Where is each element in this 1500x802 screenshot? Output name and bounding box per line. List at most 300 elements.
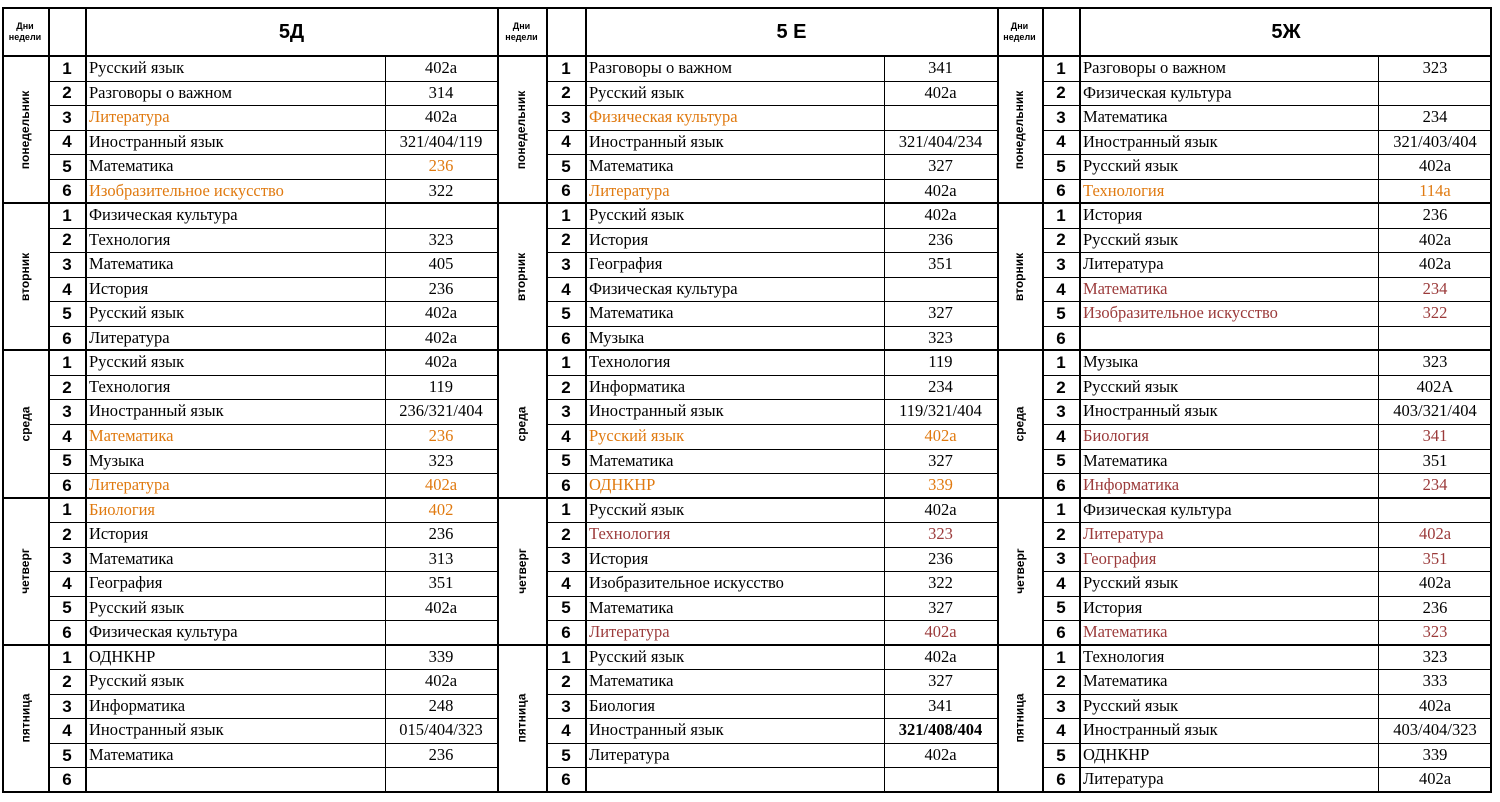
day-name: вторник bbox=[514, 252, 529, 301]
lesson-room: 323 bbox=[1422, 646, 1448, 666]
row-line bbox=[1042, 620, 1492, 621]
lesson-subject: Информатика bbox=[589, 376, 686, 396]
lesson-subject: Литература bbox=[89, 107, 170, 127]
lesson-subject: Иностранный язык bbox=[89, 131, 224, 151]
lesson-subject: История bbox=[589, 548, 649, 568]
lesson-room: 321/404/234 bbox=[898, 131, 983, 151]
lesson-room: 341 bbox=[928, 58, 953, 78]
lesson-number: 4 bbox=[62, 132, 72, 152]
lesson-subject: История bbox=[589, 229, 649, 249]
day-separator bbox=[2, 497, 497, 499]
lesson-room: 402а bbox=[1418, 524, 1452, 544]
day-label bbox=[2, 350, 48, 497]
lesson-room: 015/404/323 bbox=[399, 720, 483, 740]
row-line bbox=[48, 252, 497, 253]
lesson-subject: Русский язык bbox=[1083, 156, 1179, 176]
lesson-number: 2 bbox=[1056, 83, 1066, 103]
lesson-subject: Иностранный язык bbox=[1083, 131, 1218, 151]
lesson-room: 236 bbox=[428, 744, 454, 764]
day-separator bbox=[497, 349, 997, 351]
lesson-room: 341 bbox=[928, 695, 953, 715]
lesson-number: 4 bbox=[62, 279, 72, 299]
lesson-number: 6 bbox=[62, 770, 72, 790]
lesson-subject: Русский язык bbox=[89, 352, 185, 372]
lesson-room: 323 bbox=[928, 327, 953, 347]
row-line bbox=[546, 326, 997, 327]
lesson-subject bbox=[586, 767, 884, 792]
row-line bbox=[1042, 424, 1492, 425]
lesson-room: 327 bbox=[928, 303, 953, 323]
lesson-subject: Литература bbox=[589, 180, 670, 200]
lesson-room: 119 bbox=[428, 376, 454, 396]
lesson-subject: Математика bbox=[89, 744, 174, 764]
lesson-room: 402а bbox=[1418, 769, 1452, 789]
row-line bbox=[546, 375, 997, 376]
table-border bbox=[1490, 8, 1492, 792]
lesson-number: 1 bbox=[561, 205, 571, 225]
day-label bbox=[997, 56, 1042, 203]
lesson-number: 5 bbox=[561, 451, 571, 471]
lesson-room bbox=[1378, 81, 1492, 106]
lesson-subject: Литература bbox=[589, 622, 670, 642]
row-line bbox=[546, 547, 997, 548]
lesson-number: 5 bbox=[1056, 745, 1066, 765]
row-line bbox=[48, 718, 497, 719]
lesson-subject: Математика bbox=[589, 303, 674, 323]
row-line bbox=[48, 767, 497, 768]
days-header: Дни недели bbox=[505, 21, 538, 42]
lesson-number: 2 bbox=[561, 230, 571, 250]
row-line bbox=[48, 547, 497, 548]
row-line bbox=[1042, 399, 1492, 400]
lesson-number: 1 bbox=[62, 353, 72, 373]
lesson-number: 6 bbox=[1056, 475, 1066, 495]
row-line bbox=[546, 571, 997, 572]
lesson-number: 3 bbox=[561, 696, 571, 716]
row-line bbox=[48, 375, 497, 376]
lesson-room: 333 bbox=[1422, 671, 1448, 691]
lesson-room bbox=[884, 767, 997, 792]
lesson-subject: Математика bbox=[89, 548, 174, 568]
day-separator bbox=[2, 202, 497, 204]
lesson-number: 5 bbox=[62, 598, 72, 618]
lesson-number: 3 bbox=[62, 255, 72, 275]
lesson-number: 6 bbox=[62, 475, 72, 495]
day-name: вторник bbox=[18, 252, 33, 301]
lesson-number: 6 bbox=[561, 770, 571, 790]
lesson-number: 2 bbox=[1056, 524, 1066, 544]
day-name: вторник bbox=[1012, 252, 1027, 301]
lesson-subject: ОДНКНР bbox=[1083, 744, 1150, 764]
row-line bbox=[546, 718, 997, 719]
lesson-subject: Математика bbox=[1083, 450, 1168, 470]
row-line bbox=[48, 424, 497, 425]
lesson-subject: Русский язык bbox=[89, 58, 185, 78]
lesson-room bbox=[385, 767, 497, 792]
lesson-room: 236/321/404 bbox=[399, 401, 483, 421]
day-name: понедельник bbox=[1012, 90, 1027, 169]
lesson-room: 402а bbox=[424, 327, 458, 347]
lesson-room: 323 bbox=[1422, 352, 1448, 372]
row-line bbox=[546, 424, 997, 425]
row-line bbox=[1042, 669, 1492, 670]
lesson-subject: Русский язык bbox=[89, 597, 185, 617]
row-line bbox=[1042, 179, 1492, 180]
lesson-room: 234 bbox=[928, 376, 953, 396]
row-line bbox=[48, 473, 497, 474]
lesson-room: 234 bbox=[1422, 475, 1448, 495]
row-line bbox=[1042, 767, 1492, 768]
lesson-subject: Технология bbox=[89, 376, 171, 396]
lesson-subject: Математика bbox=[1083, 107, 1168, 127]
lesson-room bbox=[1378, 498, 1492, 523]
row-line bbox=[546, 130, 997, 131]
row-line bbox=[1042, 743, 1492, 744]
lesson-number: 1 bbox=[1056, 353, 1066, 373]
lesson-number: 5 bbox=[561, 156, 571, 176]
lesson-room: 236 bbox=[928, 229, 953, 249]
day-name: четверг bbox=[1012, 548, 1027, 594]
day-label bbox=[997, 645, 1042, 792]
lesson-room: 236 bbox=[428, 278, 454, 298]
lesson-room: 341 bbox=[1422, 426, 1448, 446]
lesson-number: 2 bbox=[62, 83, 72, 103]
lesson-room: 402а bbox=[424, 671, 458, 691]
row-line bbox=[48, 301, 497, 302]
lesson-number: 4 bbox=[561, 279, 571, 299]
days-header: Дни недели bbox=[1003, 21, 1036, 42]
row-line bbox=[546, 449, 997, 450]
row-line bbox=[1042, 694, 1492, 695]
lesson-number: 2 bbox=[62, 230, 72, 250]
lesson-number: 6 bbox=[561, 328, 571, 348]
lesson-room: 402а bbox=[424, 597, 458, 617]
lesson-number: 2 bbox=[561, 672, 571, 692]
lesson-room: 402а bbox=[424, 303, 458, 323]
lesson-number: 6 bbox=[561, 475, 571, 495]
row-line bbox=[48, 449, 497, 450]
lesson-number: 5 bbox=[561, 598, 571, 618]
day-label bbox=[997, 350, 1042, 497]
lesson-room: 402а bbox=[424, 352, 458, 372]
lesson-number: 1 bbox=[1056, 500, 1066, 520]
lesson-room: 236 bbox=[428, 524, 454, 544]
header-separator bbox=[2, 55, 1492, 57]
lesson-subject: Музыка bbox=[589, 327, 645, 347]
day-separator bbox=[497, 497, 997, 499]
lesson-room: 322 bbox=[1422, 303, 1448, 323]
lesson-subject: Русский язык bbox=[1083, 376, 1179, 396]
lesson-room bbox=[385, 203, 497, 228]
lesson-number: 2 bbox=[561, 524, 571, 544]
lesson-subject: Литература bbox=[89, 327, 170, 347]
row-line bbox=[1042, 547, 1492, 548]
row-line bbox=[1042, 154, 1492, 155]
lesson-subject: Иностранный язык bbox=[89, 401, 224, 421]
lesson-room: 402а bbox=[924, 622, 957, 642]
lesson-room: 339 bbox=[428, 646, 454, 666]
lesson-subject: Иностранный язык bbox=[589, 401, 724, 421]
lesson-number: 1 bbox=[62, 500, 72, 520]
grid-line bbox=[997, 8, 999, 792]
lesson-room: 402 bbox=[428, 499, 454, 519]
lesson-room: 339 bbox=[1422, 744, 1448, 764]
lesson-number: 5 bbox=[1056, 451, 1066, 471]
lesson-subject: Биология bbox=[1083, 426, 1150, 446]
lesson-subject bbox=[1080, 326, 1378, 351]
day-separator bbox=[2, 349, 497, 351]
day-separator bbox=[997, 497, 1492, 499]
lesson-room: 402а bbox=[424, 475, 458, 495]
lesson-subject bbox=[86, 767, 385, 792]
lesson-number: 3 bbox=[561, 107, 571, 127]
row-line bbox=[546, 105, 997, 106]
lesson-subject: Иностранный язык bbox=[89, 720, 224, 740]
lesson-number: 5 bbox=[561, 304, 571, 324]
lesson-number: 3 bbox=[62, 696, 72, 716]
row-line bbox=[48, 522, 497, 523]
lesson-subject: Литература bbox=[1083, 769, 1164, 789]
lesson-room: 236 bbox=[428, 156, 454, 176]
day-name: четверг bbox=[18, 548, 32, 594]
lesson-number: 4 bbox=[561, 132, 571, 152]
lesson-subject: Русский язык bbox=[589, 646, 685, 666]
lesson-room: 327 bbox=[928, 597, 953, 617]
lesson-subject: Иностранный язык bbox=[1083, 720, 1218, 740]
lesson-subject: Русский язык bbox=[1083, 695, 1179, 715]
day-label bbox=[497, 645, 546, 792]
lesson-subject: История bbox=[89, 278, 149, 298]
day-label bbox=[2, 203, 48, 350]
lesson-subject: Иностранный язык bbox=[589, 720, 724, 740]
day-label bbox=[497, 498, 546, 645]
day-name: понедельник bbox=[514, 90, 529, 169]
day-label bbox=[2, 56, 48, 203]
lesson-subject: Русский язык bbox=[1083, 573, 1179, 593]
table-border bbox=[2, 7, 1492, 9]
lesson-subject: ОДНКНР bbox=[89, 646, 156, 666]
lesson-room: 323 bbox=[1422, 58, 1448, 78]
lesson-number: 3 bbox=[62, 402, 72, 422]
lesson-subject: Информатика bbox=[89, 695, 186, 715]
day-name: пятница bbox=[18, 693, 33, 743]
lesson-room: 313 bbox=[428, 548, 454, 568]
lesson-subject: Математика bbox=[1083, 278, 1168, 298]
row-line bbox=[546, 252, 997, 253]
row-line bbox=[48, 571, 497, 572]
row-line bbox=[546, 154, 997, 155]
class-title: 5 Е bbox=[776, 21, 807, 43]
lesson-number: 5 bbox=[62, 451, 72, 471]
lesson-room: 322 bbox=[428, 180, 454, 200]
lesson-number: 2 bbox=[561, 83, 571, 103]
lesson-subject: Технология bbox=[589, 524, 671, 544]
grid-line bbox=[497, 8, 499, 792]
row-line bbox=[546, 767, 997, 768]
lesson-number: 6 bbox=[561, 623, 571, 643]
lesson-subject: География bbox=[589, 254, 663, 274]
lesson-subject: Иностранный язык bbox=[589, 131, 724, 151]
row-line bbox=[48, 179, 497, 180]
row-line bbox=[546, 620, 997, 621]
lesson-number: 6 bbox=[62, 328, 72, 348]
lesson-number: 6 bbox=[1056, 328, 1066, 348]
lesson-number: 3 bbox=[62, 549, 72, 569]
lesson-subject: Физическая культура bbox=[1083, 82, 1232, 102]
row-line bbox=[1042, 571, 1492, 572]
lesson-room: 339 bbox=[928, 475, 953, 495]
lesson-number: 4 bbox=[1056, 132, 1066, 152]
lesson-number: 6 bbox=[1056, 770, 1066, 790]
day-label bbox=[497, 350, 546, 497]
row-line bbox=[546, 179, 997, 180]
row-line bbox=[48, 743, 497, 744]
lesson-room: 351 bbox=[1422, 450, 1448, 470]
lesson-subject: Русский язык bbox=[89, 671, 185, 691]
lesson-room: 402а bbox=[1418, 229, 1452, 249]
lesson-subject: Разговоры о важном bbox=[1083, 58, 1226, 78]
lesson-room: 236 bbox=[1422, 597, 1448, 617]
row-line bbox=[48, 596, 497, 597]
lesson-room bbox=[884, 277, 997, 302]
lesson-subject: Русский язык bbox=[89, 303, 185, 323]
lesson-number: 4 bbox=[62, 426, 72, 446]
lesson-number: 1 bbox=[561, 647, 571, 667]
lesson-number: 2 bbox=[1056, 230, 1066, 250]
lesson-room: 323 bbox=[428, 229, 454, 249]
lesson-number: 4 bbox=[1056, 573, 1066, 593]
lesson-number: 3 bbox=[1056, 549, 1066, 569]
lesson-subject: Русский язык bbox=[589, 499, 685, 519]
lesson-subject: Физическая культура bbox=[589, 278, 738, 298]
row-line bbox=[1042, 277, 1492, 278]
lesson-number: 1 bbox=[1056, 205, 1066, 225]
lesson-room: 321/403/404 bbox=[1393, 131, 1477, 151]
row-line bbox=[546, 81, 997, 82]
lesson-subject: Русский язык bbox=[589, 426, 685, 446]
lesson-room bbox=[884, 105, 997, 130]
lesson-number: 2 bbox=[561, 377, 571, 397]
lesson-number: 5 bbox=[62, 156, 72, 176]
lesson-number: 1 bbox=[1056, 58, 1066, 78]
lesson-number: 4 bbox=[1056, 426, 1066, 446]
lesson-number: 3 bbox=[1056, 255, 1066, 275]
lesson-subject: Технология bbox=[89, 229, 171, 249]
row-line bbox=[546, 669, 997, 670]
lesson-subject: Русский язык bbox=[589, 205, 685, 225]
lesson-room: 403/404/323 bbox=[1393, 720, 1477, 740]
lesson-number: 1 bbox=[1056, 647, 1066, 667]
lesson-room: 402а bbox=[1418, 573, 1452, 593]
lesson-subject: Физическая культура bbox=[589, 107, 738, 127]
lesson-room: 402а bbox=[424, 107, 458, 127]
lesson-room: 323 bbox=[928, 524, 953, 544]
lesson-room: 327 bbox=[928, 671, 953, 691]
lesson-number: 3 bbox=[561, 549, 571, 569]
lesson-room: 322 bbox=[928, 573, 953, 593]
lesson-number: 2 bbox=[62, 524, 72, 544]
lesson-subject: Биология bbox=[89, 499, 156, 519]
row-line bbox=[48, 399, 497, 400]
lesson-number: 3 bbox=[561, 255, 571, 275]
row-line bbox=[546, 743, 997, 744]
lesson-number: 5 bbox=[1056, 304, 1066, 324]
lesson-room: 323 bbox=[428, 450, 454, 470]
days-header: Дни недели bbox=[8, 21, 42, 42]
day-name: среда bbox=[18, 406, 32, 442]
lesson-subject: Иностранный язык bbox=[1083, 401, 1218, 421]
lesson-subject: Математика bbox=[589, 450, 674, 470]
row-line bbox=[1042, 81, 1492, 82]
lesson-subject: Изобразительное искусство bbox=[589, 573, 784, 593]
lesson-number: 5 bbox=[1056, 598, 1066, 618]
row-line bbox=[546, 228, 997, 229]
lesson-room: 119 bbox=[928, 352, 953, 372]
row-line bbox=[1042, 105, 1492, 106]
lesson-subject: Разговоры о важном bbox=[589, 58, 732, 78]
lesson-room bbox=[1378, 326, 1492, 351]
row-line bbox=[48, 277, 497, 278]
lesson-subject: Информатика bbox=[1083, 475, 1180, 495]
lesson-number: 4 bbox=[62, 721, 72, 741]
lesson-subject: История bbox=[1083, 205, 1143, 225]
lesson-room: 114а bbox=[1419, 180, 1451, 200]
lesson-subject: История bbox=[89, 524, 149, 544]
lesson-subject: Физическая культура bbox=[1083, 499, 1232, 519]
day-name: понедельник bbox=[18, 90, 33, 169]
row-line bbox=[48, 326, 497, 327]
lesson-number: 5 bbox=[1056, 156, 1066, 176]
lesson-room: 323 bbox=[1422, 622, 1448, 642]
lesson-room: 236 bbox=[928, 548, 953, 568]
lesson-number: 4 bbox=[1056, 279, 1066, 299]
day-label bbox=[497, 203, 546, 350]
lesson-room: 351 bbox=[428, 573, 454, 593]
row-line bbox=[48, 669, 497, 670]
lesson-room: 314 bbox=[428, 82, 454, 102]
grid-line bbox=[2, 8, 4, 792]
day-label bbox=[2, 498, 48, 645]
lesson-subject: Математика bbox=[589, 597, 674, 617]
lesson-room: 327 bbox=[928, 156, 953, 176]
lesson-subject: Математика bbox=[1083, 622, 1168, 642]
day-separator bbox=[997, 349, 1492, 351]
row-line bbox=[546, 399, 997, 400]
lesson-number: 6 bbox=[561, 181, 571, 201]
lesson-subject: История bbox=[1083, 597, 1143, 617]
lesson-room: 236 bbox=[428, 426, 454, 446]
lesson-number: 1 bbox=[561, 500, 571, 520]
table-border bbox=[2, 791, 1492, 793]
lesson-subject: Математика bbox=[589, 156, 674, 176]
day-label bbox=[2, 645, 48, 792]
lesson-number: 6 bbox=[62, 623, 72, 643]
lesson-number: 2 bbox=[1056, 672, 1066, 692]
lesson-subject: География bbox=[89, 573, 163, 593]
day-separator bbox=[2, 644, 497, 646]
lesson-room: 403/321/404 bbox=[1393, 401, 1477, 421]
row-line bbox=[1042, 596, 1492, 597]
day-name: четверг bbox=[514, 548, 529, 594]
row-line bbox=[48, 105, 497, 106]
lesson-subject: Литература bbox=[1083, 524, 1164, 544]
lesson-number: 4 bbox=[62, 573, 72, 593]
row-line bbox=[546, 522, 997, 523]
lesson-subject: Русский язык bbox=[1083, 229, 1179, 249]
lesson-room: 402а bbox=[1418, 254, 1452, 274]
class-title: 5Д bbox=[278, 21, 305, 43]
lesson-number: 3 bbox=[1056, 402, 1066, 422]
